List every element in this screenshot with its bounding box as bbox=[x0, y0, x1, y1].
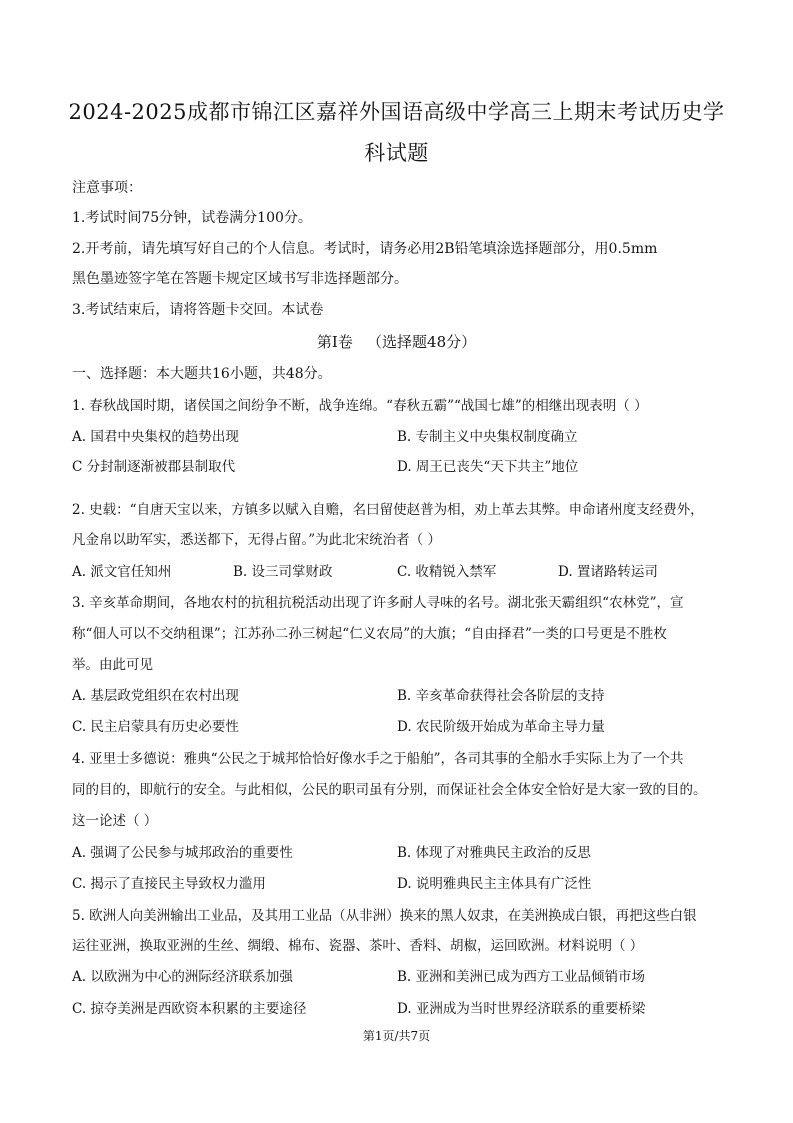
question-5-stem: 运往亚洲，换取亚洲的生丝、绸缎、棉布、瓷器、茶叶、香料、胡椒，运回欧洲。材料说明（ ） bbox=[72, 938, 644, 954]
question-4-option-a: A. 强调了公民参与城邦政治的重要性 bbox=[72, 845, 293, 861]
question-4-option-b: B. 体现了对雅典民主政治的反思 bbox=[397, 845, 592, 861]
question-2-stem: 2. 史载：“自唐天宝以来，方镇多以赋入自赡，名曰留使赵普为相，劝上革去其弊。申命诸州度支经费外， bbox=[72, 502, 704, 518]
question-1-option-d: D. 周王已丧失“天下共主”地位 bbox=[397, 459, 579, 475]
question-2-option-d: D. 置诸路转运司 bbox=[558, 564, 658, 580]
notice-item: 1.考试时间75分钟，试卷满分100分。 bbox=[72, 210, 312, 226]
question-3-option-c: C. 民主启蒙具有历史必要性 bbox=[72, 719, 239, 735]
question-3-stem: 称“佃人可以不交纳租课”；江苏孙二孙三树起“仁义农局”的大旗；“自由择君”一类的口号更是不胜枚 bbox=[72, 626, 667, 642]
question-1-option-c: C 分封制逐渐被郡县制取代 bbox=[72, 459, 236, 475]
exam-title-line-2: 科试题 bbox=[364, 141, 429, 165]
question-5-option-a: A. 以欧洲为中心的洲际经济联系加强 bbox=[72, 969, 293, 985]
question-1-option-a: A. 国君中央集权的趋势出现 bbox=[72, 429, 239, 445]
notice-item: 3.考试结束后，请将答题卡交回。本试卷 bbox=[72, 302, 324, 318]
question-4-stem: 同的目的，即航行的安全。与此相似，公民的职司虽有分别，而保证社会全体安全恰好是大家一致的目的。 bbox=[72, 782, 707, 798]
exam-title-line-1: 2024-2025成都市锦江区嘉祥外国语高级中学高三上期末考试历史学 bbox=[68, 100, 725, 124]
section-intro: 一、选择题：本大题共16小题，共48分。 bbox=[72, 366, 332, 382]
question-3-stem: 举。由此可见 bbox=[72, 657, 153, 673]
notice-item: 黑色墨迹签字笔在答题卡规定区域书写非选择题部分。 bbox=[72, 271, 408, 287]
question-1-stem: 1. 春秋战国时期，诸侯国之间纷争不断，战争连绵。“春秋五霸”“战国七雄”的相继出现表明（ ） bbox=[72, 398, 648, 414]
question-5-option-b: B. 亚洲和美洲已成为西方工业品倾销市场 bbox=[397, 969, 646, 985]
question-4-stem: 4. 亚里士多德说：雅典“公民之于城邦恰恰好像水手之于船舶”，各司其事的全船水手实际上为了一个共 bbox=[72, 751, 684, 767]
question-3-stem: 3. 辛亥革命期间，各地农村的抗租抗税活动出现了许多耐人寻味的名号。湖北张天霸组织“农林党”，宣 bbox=[72, 595, 684, 611]
question-2-option-c: C. 收精锐入禁军 bbox=[397, 564, 497, 580]
section-title: 第Ⅰ卷 （选择题48分） bbox=[316, 333, 477, 351]
question-5-option-d: D. 亚洲成为当时世界经济联系的重要桥梁 bbox=[397, 1001, 646, 1017]
question-4-stem: 这一论述（ ） bbox=[72, 813, 158, 829]
question-5-option-c: C. 掠夺美洲是西欧资本积累的主要途径 bbox=[72, 1001, 307, 1017]
question-3-option-d: D. 农民阶级开始成为革命主导力量 bbox=[397, 719, 605, 735]
question-5-stem: 5. 欧洲人向美洲输出工业品，及其用工业品（从非洲）换来的黑人奴隶，在美洲换成白银，再把这些白银 bbox=[72, 908, 697, 924]
question-2-stem: 凡金帛以助军实，悉送都下，无得占留。”为此北宋统治者（ ） bbox=[72, 532, 441, 548]
notice-item: 2.开考前，请先填写好自己的个人信息。考试时，请务必用2B铅笔填涂选择题部分，用0.5mm bbox=[72, 241, 658, 257]
question-2-option-a: A. 派文官任知州 bbox=[72, 564, 172, 580]
question-2-option-b: B. 设三司掌财政 bbox=[233, 564, 333, 580]
question-4-option-c: C. 揭示了直接民主导致权力滥用 bbox=[72, 876, 266, 892]
question-1-option-b: B. 专制主义中央集权制度确立 bbox=[397, 429, 578, 445]
page-number: 第1页/共7页 bbox=[362, 1029, 431, 1043]
question-3-option-b: B. 辛亥革命获得社会各阶层的支持 bbox=[397, 688, 605, 704]
notice-heading: 注意事项： bbox=[72, 180, 142, 196]
question-3-option-a: A. 基层政党组织在农村出现 bbox=[72, 688, 239, 704]
question-4-option-d: D. 说明雅典民主主体具有广泛性 bbox=[397, 876, 592, 892]
